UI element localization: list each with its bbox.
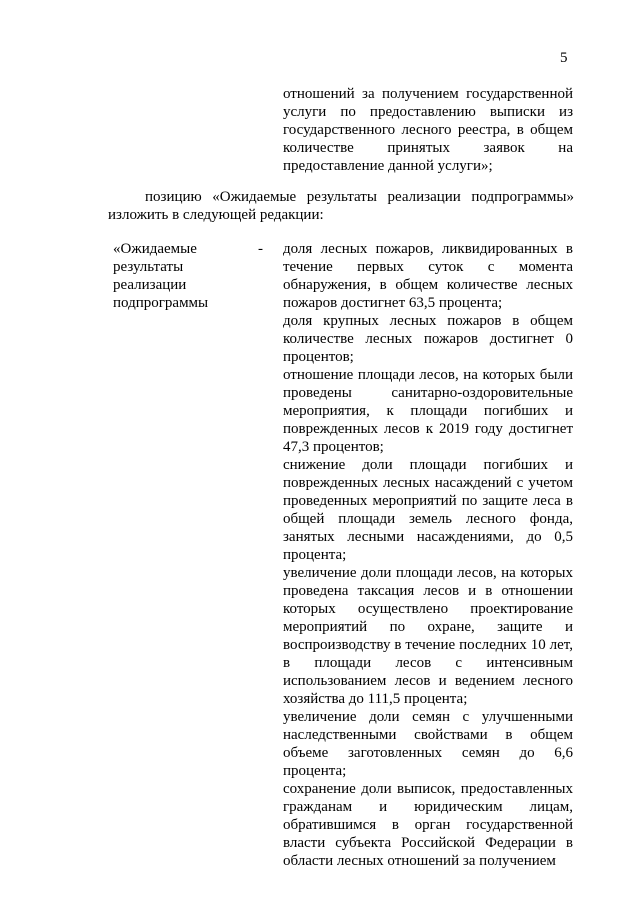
result-item: отношение площади лесов, на которых были проведены санитарно-оздоровительные мероприятия, к площади погибших и поврежденных лесов к 2019 году достигнет 47,3 процентов; [283,367,573,455]
result-item: сохранение доли выписок, предоставленных гражданам и юридическим лицам, обратившимся в орган государственной власти субъекта Российской Федерации в области лесных отношений за получением [283,781,573,869]
result-item: увеличение доли площади лесов, на которых проведена таксация лесов и в отношении которых осуществлено проектирование мероприятий по охране, защите и воспроизводству в течение последних 10 лет, в площади лесов с интенсивным использованием лесов и ведением лесного хозяйства до 111,5 процента; [283,565,573,707]
section-label: «Ожидаемые результаты реализации подпрограммы [113,241,209,311]
continuation-paragraph: отношений за получением государственной услуги по предоставлению выписки из государственного лесного реестра, в общем количестве принятых заявок на предоставление данной услуги»; [283,86,573,174]
page-number: 5 [560,50,568,66]
intro-paragraph: позицию «Ожидаемые результаты реализации подпрограммы» изложить в следующей редакции: [108,189,574,223]
label-dash: - [258,241,263,257]
result-item: доля лесных пожаров, ликвидированных в течение первых суток с момента обнаружения, в общем количестве лесных пожаров достигнет 63,5 процента; [283,241,573,311]
result-item: снижение доли площади погибших и поврежденных лесных насаждений с учетом проведенных мероприятий по защите леса в общей площади земель лесного фонда, занятых лесными насаждениями, до 0,5 процента; [283,457,573,563]
result-item: доля крупных лесных пожаров в общем количестве лесных пожаров достигнет 0 процентов; [283,313,573,365]
expected-results-list [283,240,573,870]
result-item: увеличение доли семян с улучшенными наследственными свойствами в общем объеме заготовленных семян до 6,6 процента; [283,709,573,779]
